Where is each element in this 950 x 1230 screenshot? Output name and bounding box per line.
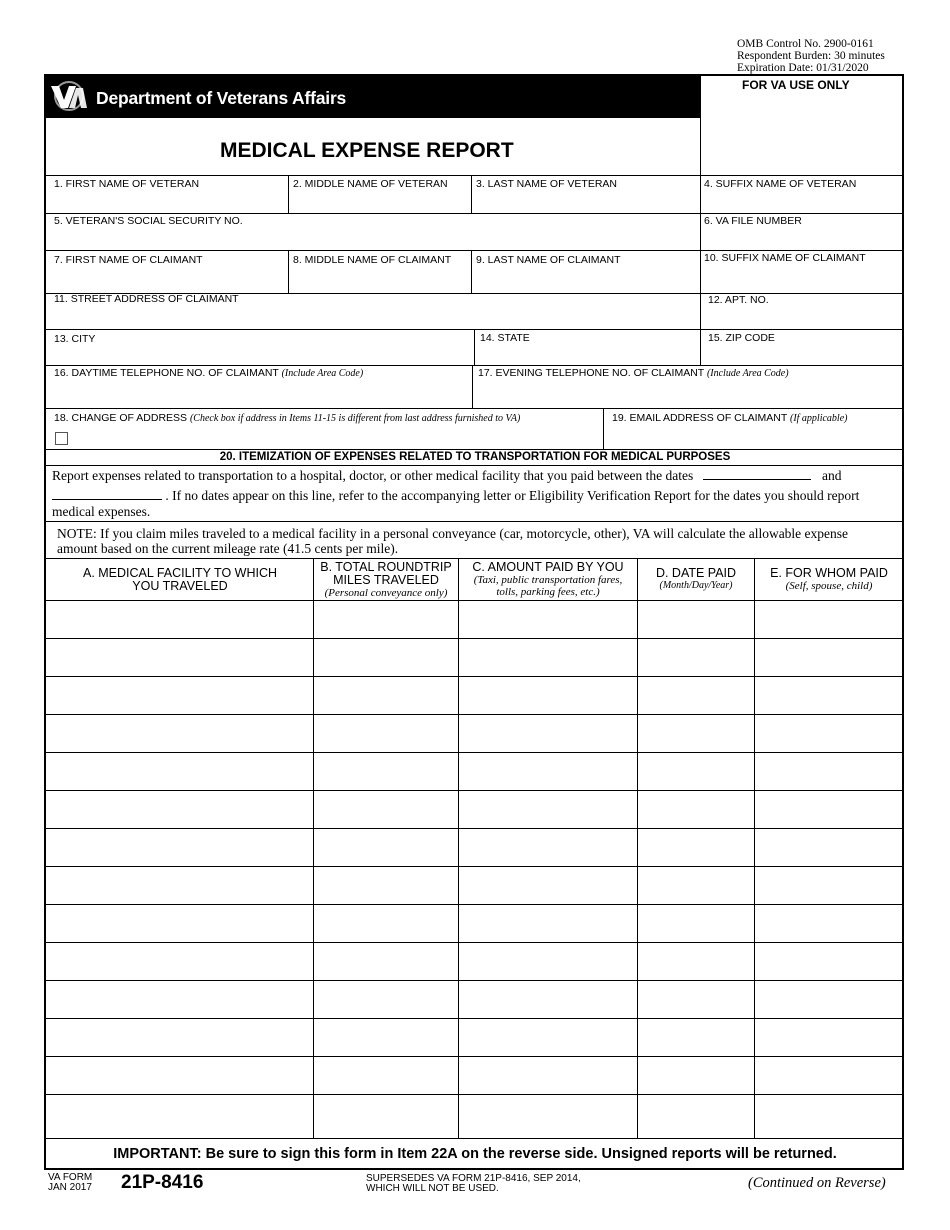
row-divider xyxy=(46,329,904,330)
table-cell-date[interactable] xyxy=(640,722,751,746)
table-cell-amount[interactable] xyxy=(461,722,634,746)
table-cell-amount[interactable] xyxy=(461,608,634,632)
note-line-1: NOTE: If you claim miles traveled to a medical facility in a personal conveyance (car, motorcycle, other), VA will calculate the allowable expense xyxy=(57,526,849,541)
evening-phone-note: (Include Area Code) xyxy=(706,368,789,379)
table-row-divider xyxy=(46,1056,902,1057)
table-cell-facility[interactable] xyxy=(49,722,310,746)
va-use-divider xyxy=(700,76,701,176)
table-cell-amount[interactable] xyxy=(461,1102,634,1126)
omb-info xyxy=(737,38,885,74)
middle-name-veteran-input[interactable] xyxy=(291,193,469,211)
table-cell-miles[interactable] xyxy=(316,988,455,1012)
table-cell-amount[interactable] xyxy=(461,836,634,860)
table-cell-facility[interactable] xyxy=(49,988,310,1012)
row-divider xyxy=(46,558,904,559)
col-header-amount-paid xyxy=(459,561,637,598)
col-d-line-1: D. DATE PAID xyxy=(655,566,737,580)
table-cell-whom[interactable] xyxy=(757,1102,899,1126)
table-cell-whom[interactable] xyxy=(757,722,899,746)
important-notice: IMPORTANT: Be sure to sign this form in Item 22A on the reverse side. Unsigned reports will be returned. xyxy=(113,1146,837,1162)
col-c-sub-1: (Taxi, public transportation fares, xyxy=(473,574,623,586)
form-number: 21P-8416 xyxy=(121,1172,204,1193)
instructions-and: and xyxy=(822,468,842,483)
table-col-divider xyxy=(313,558,314,1138)
table-row-divider xyxy=(46,638,902,639)
first-name-veteran-label: 1. FIRST NAME OF VETERAN xyxy=(54,178,200,190)
change-address-label xyxy=(54,412,520,424)
table-cell-date[interactable] xyxy=(640,1064,751,1088)
table-cell-date[interactable] xyxy=(640,684,751,708)
table-cell-miles[interactable] xyxy=(316,874,455,898)
col-header-roundtrip-miles xyxy=(314,561,458,599)
table-cell-date[interactable] xyxy=(640,912,751,936)
state-label: 14. STATE xyxy=(480,332,530,344)
expiration-date: Expiration Date: 01/31/2020 xyxy=(737,62,869,74)
daytime-phone-label xyxy=(54,367,363,379)
apt-no-label: 12. APT. NO. xyxy=(708,294,769,306)
table-cell-facility[interactable] xyxy=(49,798,310,822)
table-row-divider xyxy=(46,790,902,791)
table-cell-amount[interactable] xyxy=(461,798,634,822)
suffix-veteran-input[interactable] xyxy=(703,193,901,211)
instructions-line-3: medical expenses. xyxy=(52,504,151,519)
table-cell-miles[interactable] xyxy=(316,912,455,936)
table-row-divider xyxy=(46,752,902,753)
table-cell-amount[interactable] xyxy=(461,1026,634,1050)
footer-form-info xyxy=(48,1173,92,1193)
table-cell-whom[interactable] xyxy=(757,760,899,784)
col-a-line-2: YOU TRAVELED xyxy=(132,579,228,593)
table-cell-whom[interactable] xyxy=(757,684,899,708)
last-name-claimant-input[interactable] xyxy=(474,270,698,290)
col-divider xyxy=(700,250,701,293)
table-cell-whom[interactable] xyxy=(757,1026,899,1050)
table-row-divider xyxy=(46,676,902,677)
table-cell-facility[interactable] xyxy=(49,950,310,974)
row-divider xyxy=(46,175,904,176)
change-address-note: (Check box if address in Items 11-15 is different from last address furnished to VA) xyxy=(189,413,521,424)
va-use-only-label: FOR VA USE ONLY xyxy=(742,78,850,92)
table-col-divider xyxy=(458,558,459,1138)
table-bottom xyxy=(46,1138,904,1139)
table-cell-miles[interactable] xyxy=(316,950,455,974)
table-cell-amount[interactable] xyxy=(461,760,634,784)
table-cell-facility[interactable] xyxy=(49,874,310,898)
apt-no-input[interactable] xyxy=(703,308,901,327)
col-divider xyxy=(474,329,475,365)
respondent-burden: Respondent Burden: 30 minutes xyxy=(737,50,885,62)
table-col-divider xyxy=(754,558,755,1138)
city-input[interactable] xyxy=(50,346,470,363)
table-cell-whom[interactable] xyxy=(757,608,899,632)
va-file-number-input[interactable] xyxy=(703,230,901,248)
street-address-label: 11. STREET ADDRESS OF CLAIMANT xyxy=(54,293,239,305)
col-header-medical-facility xyxy=(46,567,314,593)
col-c-line-1: C. AMOUNT PAID BY YOU xyxy=(472,560,624,574)
table-cell-amount[interactable] xyxy=(461,912,634,936)
table-cell-date[interactable] xyxy=(640,988,751,1012)
col-header-for-whom-paid xyxy=(755,567,903,592)
row-divider xyxy=(46,465,904,466)
instructions-line-1: Report expenses related to transportation to a hospital, doctor, or other medical facility that you paid between the dates xyxy=(52,468,694,483)
omb-control-no: OMB Control No. 2900-0161 xyxy=(737,38,874,50)
table-cell-miles[interactable] xyxy=(316,1026,455,1050)
table-row-divider xyxy=(46,1094,902,1095)
col-divider xyxy=(471,175,472,213)
table-cell-date[interactable] xyxy=(640,1102,751,1126)
mileage-note xyxy=(57,526,902,556)
row-divider xyxy=(46,408,904,409)
table-cell-whom[interactable] xyxy=(757,646,899,670)
state-input[interactable] xyxy=(477,346,697,363)
instructions-line-2: . If no dates appear on this line, refer to the accompanying letter or Eligibility Verification Report for the dates you should report xyxy=(165,488,860,503)
note-line-2: amount based on the current mileage rate (41.5 cents per mile). xyxy=(57,541,399,556)
col-divider xyxy=(603,408,604,449)
last-name-veteran-label: 3. LAST NAME OF VETERAN xyxy=(476,178,618,190)
col-d-sub: (Month/Day/Year) xyxy=(659,580,733,591)
table-cell-miles[interactable] xyxy=(316,798,455,822)
table-cell-whom[interactable] xyxy=(757,950,899,974)
table-cell-date[interactable] xyxy=(640,874,751,898)
first-name-claimant-input[interactable] xyxy=(50,270,286,290)
table-row-divider xyxy=(46,866,902,867)
table-cell-miles[interactable] xyxy=(316,1064,455,1088)
section-20-instructions xyxy=(52,468,902,520)
evening-phone-text: 17. EVENING TELEPHONE NO. OF CLAIMANT xyxy=(478,367,705,379)
middle-name-claimant-input[interactable] xyxy=(291,270,469,290)
table-cell-amount[interactable] xyxy=(461,874,634,898)
table-cell-whom[interactable] xyxy=(757,798,899,822)
col-header-date-paid xyxy=(638,567,754,592)
table-row-divider xyxy=(46,1018,902,1019)
evening-phone-input[interactable] xyxy=(475,384,901,406)
va-file-number-label: 6. VA FILE NUMBER xyxy=(704,215,802,227)
table-cell-facility[interactable] xyxy=(49,1102,310,1126)
table-cell-miles[interactable] xyxy=(316,646,455,670)
table-row-divider xyxy=(46,828,902,829)
table-cell-amount[interactable] xyxy=(461,988,634,1012)
table-cell-miles[interactable] xyxy=(316,760,455,784)
col-divider xyxy=(700,175,701,213)
row-divider xyxy=(46,250,904,251)
city-label: 13. CITY xyxy=(54,333,96,345)
agency-name: Department of Veterans Affairs xyxy=(96,88,347,108)
row-divider xyxy=(46,213,904,214)
col-divider xyxy=(471,250,472,293)
table-cell-miles[interactable] xyxy=(316,722,455,746)
table-cell-amount[interactable] xyxy=(461,684,634,708)
table-cell-date[interactable] xyxy=(640,646,751,670)
table-cell-facility[interactable] xyxy=(49,760,310,784)
email-note: (If applicable) xyxy=(789,413,848,424)
daytime-phone-note: (Include Area Code) xyxy=(281,368,364,379)
table-cell-facility[interactable] xyxy=(49,912,310,936)
supersedes-line-1: SUPERSEDES VA FORM 21P-8416, SEP 2014, xyxy=(366,1173,581,1184)
table-row-divider xyxy=(46,904,902,905)
first-name-claimant-label: 7. FIRST NAME OF CLAIMANT xyxy=(54,254,203,266)
table-cell-miles[interactable] xyxy=(316,1102,455,1126)
col-b-sub: (Personal conveyance only) xyxy=(324,587,448,599)
row-divider xyxy=(46,521,904,522)
daytime-phone-input[interactable] xyxy=(50,384,468,406)
end-date-blank[interactable] xyxy=(52,499,162,500)
table-cell-whom[interactable] xyxy=(757,912,899,936)
section-20-title: 20. ITEMIZATION OF EXPENSES RELATED TO TRANSPORTATION FOR MEDICAL PURPOSES xyxy=(219,451,731,463)
table-cell-whom[interactable] xyxy=(757,836,899,860)
col-divider xyxy=(472,365,473,408)
va-logo-icon xyxy=(49,80,89,112)
continued-on-reverse: (Continued on Reverse) xyxy=(748,1175,886,1191)
middle-name-claimant-label: 8. MIDDLE NAME OF CLAIMANT xyxy=(293,254,452,266)
change-address-text: 18. CHANGE OF ADDRESS xyxy=(54,412,188,424)
table-cell-facility[interactable] xyxy=(49,646,310,670)
supersedes-note xyxy=(366,1174,581,1194)
change-address-checkbox[interactable] xyxy=(55,432,68,445)
table-cell-miles[interactable] xyxy=(316,608,455,632)
col-a-line-1: A. MEDICAL FACILITY TO WHICH xyxy=(82,566,278,580)
ssn-label: 5. VETERAN'S SOCIAL SECURITY NO. xyxy=(54,215,243,227)
col-divider xyxy=(700,293,701,329)
table-cell-date[interactable] xyxy=(640,1026,751,1050)
table-cell-date[interactable] xyxy=(640,608,751,632)
col-divider xyxy=(288,250,289,293)
table-row-divider xyxy=(46,980,902,981)
table-row-divider xyxy=(46,714,902,715)
table-cell-whom[interactable] xyxy=(757,874,899,898)
table-row-divider xyxy=(46,942,902,943)
suffix-veteran-label: 4. SUFFIX NAME OF VETERAN xyxy=(704,178,857,190)
table-cell-date[interactable] xyxy=(640,760,751,784)
col-c-sub-2: tolls, parking fees, etc.) xyxy=(496,586,600,598)
table-cell-date[interactable] xyxy=(640,798,751,822)
table-cell-facility[interactable] xyxy=(49,684,310,708)
col-e-sub: (Self, spouse, child) xyxy=(785,580,873,592)
email-input[interactable] xyxy=(606,428,901,447)
table-cell-date[interactable] xyxy=(640,950,751,974)
zip-code-input[interactable] xyxy=(703,346,901,363)
table-header-divider xyxy=(46,600,902,601)
supersedes-line-2: WHICH WILL NOT BE USED. xyxy=(366,1183,499,1194)
footer-va-form: VA FORM xyxy=(48,1172,93,1183)
row-divider xyxy=(46,365,904,366)
table-cell-date[interactable] xyxy=(640,836,751,860)
evening-phone-label xyxy=(478,367,789,379)
col-b-line-1: B. TOTAL ROUNDTRIP xyxy=(320,560,452,574)
street-address-input[interactable] xyxy=(50,308,696,327)
suffix-claimant-input[interactable] xyxy=(703,270,901,290)
col-divider xyxy=(700,213,701,250)
last-name-veteran-input[interactable] xyxy=(474,193,698,211)
row-divider xyxy=(46,449,904,450)
footer-date: JAN 2017 xyxy=(48,1182,92,1193)
table-cell-miles[interactable] xyxy=(316,836,455,860)
daytime-phone-text: 16. DAYTIME TELEPHONE NO. OF CLAIMANT xyxy=(54,367,279,379)
zip-code-label: 15. ZIP CODE xyxy=(708,332,775,344)
col-e-line-1: E. FOR WHOM PAID xyxy=(770,566,888,580)
table-cell-facility[interactable] xyxy=(49,608,310,632)
email-label xyxy=(612,412,847,424)
table-cell-facility[interactable] xyxy=(49,1064,310,1088)
table-cell-amount[interactable] xyxy=(461,646,634,670)
table-cell-amount[interactable] xyxy=(461,950,634,974)
table-cell-whom[interactable] xyxy=(757,1064,899,1088)
table-cell-miles[interactable] xyxy=(316,684,455,708)
table-cell-facility[interactable] xyxy=(49,836,310,860)
first-name-veteran-input[interactable] xyxy=(50,193,286,211)
middle-name-veteran-label: 2. MIDDLE NAME OF VETERAN xyxy=(293,178,448,190)
table-cell-whom[interactable] xyxy=(757,988,899,1012)
page-title: MEDICAL EXPENSE REPORT xyxy=(220,139,514,162)
col-divider xyxy=(288,175,289,213)
start-date-blank[interactable] xyxy=(703,479,811,480)
table-col-divider xyxy=(637,558,638,1138)
email-text: 19. EMAIL ADDRESS OF CLAIMANT xyxy=(612,412,788,424)
ssn-input[interactable] xyxy=(50,230,696,248)
table-cell-amount[interactable] xyxy=(461,1064,634,1088)
col-divider xyxy=(700,329,701,365)
suffix-claimant-label: 10. SUFFIX NAME OF CLAIMANT xyxy=(704,252,866,264)
last-name-claimant-label: 9. LAST NAME OF CLAIMANT xyxy=(476,254,621,266)
table-cell-facility[interactable] xyxy=(49,1026,310,1050)
col-b-line-2: MILES TRAVELED xyxy=(333,573,439,587)
